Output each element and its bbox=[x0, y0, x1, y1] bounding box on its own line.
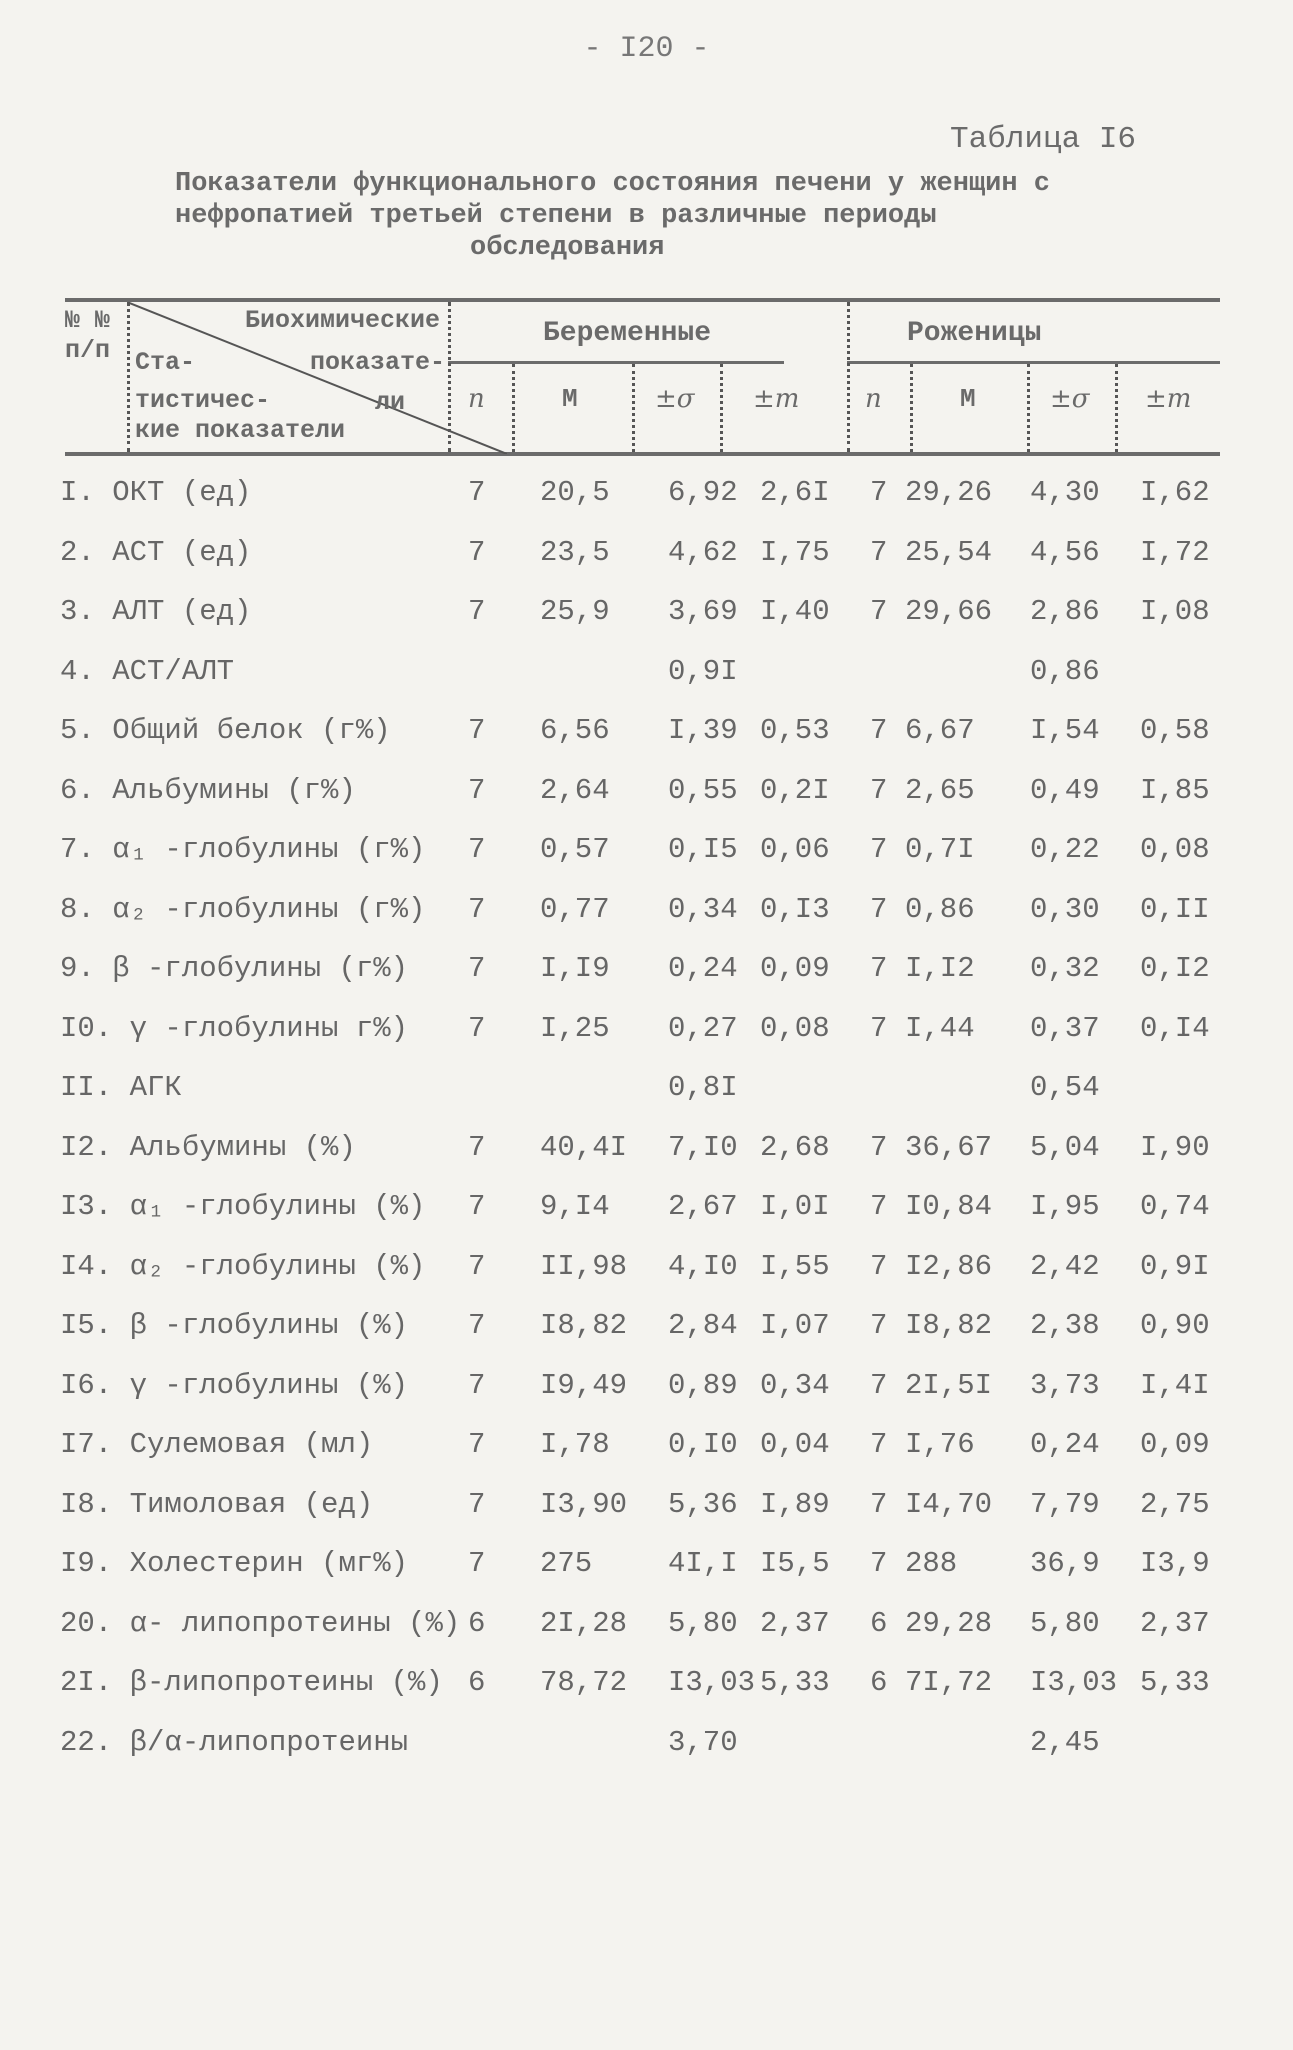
biochem-header: ли bbox=[375, 388, 406, 417]
row-label: 5. Общий белок (г%) bbox=[60, 714, 391, 747]
parturient-mean: 2I,5I bbox=[905, 1368, 993, 1402]
pregnant-n: 7 bbox=[468, 1249, 486, 1283]
pregnant-error: 0,04 bbox=[760, 1428, 830, 1461]
pregnant-error: I,0I bbox=[760, 1190, 830, 1223]
pregnant-mean: 0,57 bbox=[540, 833, 610, 866]
parturient-sigma: 3,73 bbox=[1030, 1368, 1100, 1402]
parturient-mean: 6,67 bbox=[905, 714, 975, 747]
parturient-mean: I8,82 bbox=[905, 1309, 993, 1342]
stat-header: Ста- bbox=[135, 348, 196, 377]
pregnant-sigma: 0,I0 bbox=[668, 1428, 738, 1461]
pregnant-error: 0,06 bbox=[760, 833, 830, 866]
parturient-n: 7 bbox=[870, 1428, 888, 1461]
title-line: нефропатией третьей степени в различные периоды bbox=[175, 201, 937, 231]
pregnant-sigma: I3,03 bbox=[668, 1666, 756, 1699]
table-row bbox=[0, 1361, 1293, 1419]
group-header-parturient: Роженицы bbox=[907, 318, 1042, 349]
table-row bbox=[0, 1004, 1293, 1062]
pregnant-sigma: 5,80 bbox=[668, 1606, 738, 1640]
parturient-error: 2,37 bbox=[1140, 1606, 1210, 1640]
table-row bbox=[0, 825, 1293, 883]
parturient-n: 7 bbox=[870, 1368, 888, 1402]
table-row bbox=[0, 468, 1293, 526]
parturient-error: I,08 bbox=[1140, 595, 1210, 628]
parturient-sigma: 2,86 bbox=[1030, 595, 1100, 628]
row-label: 2. АСТ (ед) bbox=[60, 535, 252, 569]
pregnant-mean: 20,5 bbox=[540, 476, 610, 509]
pregnant-n: 7 bbox=[468, 1130, 486, 1164]
pregnant-error: I,89 bbox=[760, 1487, 830, 1521]
parturient-error: I,85 bbox=[1140, 773, 1210, 807]
pregnant-error: I5,5 bbox=[760, 1547, 830, 1580]
subheader-error: ±m bbox=[1145, 384, 1192, 414]
column-divider bbox=[847, 302, 850, 452]
parturient-sigma: I3,03 bbox=[1030, 1666, 1118, 1699]
parturient-n: 7 bbox=[870, 595, 888, 628]
row-label: 3. АЛТ (ед) bbox=[60, 595, 252, 628]
pregnant-mean: I3,90 bbox=[540, 1487, 628, 1521]
pregnant-mean: 40,4I bbox=[540, 1130, 628, 1164]
table-title bbox=[130, 168, 1180, 264]
parturient-mean: 29,66 bbox=[905, 595, 993, 628]
parturient-mean: 7I,72 bbox=[905, 1666, 993, 1699]
pregnant-sigma: 2,67 bbox=[668, 1190, 738, 1223]
parturient-sigma: 36,9 bbox=[1030, 1547, 1100, 1580]
pregnant-sigma: 3,70 bbox=[668, 1725, 738, 1759]
pregnant-mean: I,I9 bbox=[540, 952, 610, 985]
table-row bbox=[0, 885, 1293, 943]
parturient-error: 2,75 bbox=[1140, 1487, 1210, 1521]
parturient-mean: I2,86 bbox=[905, 1249, 993, 1283]
pregnant-mean: 2I,28 bbox=[540, 1606, 628, 1640]
parturient-sigma: 2,42 bbox=[1030, 1249, 1100, 1283]
parturient-mean: I,44 bbox=[905, 1011, 975, 1045]
pregnant-sigma: 4,62 bbox=[668, 535, 738, 569]
pregnant-n: 7 bbox=[468, 1309, 486, 1342]
pregnant-n: 7 bbox=[468, 1428, 486, 1461]
pregnant-error: I,07 bbox=[760, 1309, 830, 1342]
pregnant-error: 2,37 bbox=[760, 1606, 830, 1640]
parturient-mean: I,I2 bbox=[905, 952, 975, 985]
parturient-sigma: 2,38 bbox=[1030, 1309, 1100, 1342]
parturient-n: 7 bbox=[870, 773, 888, 807]
pregnant-n: 7 bbox=[468, 1368, 486, 1402]
pregnant-mean: 9,I4 bbox=[540, 1190, 610, 1223]
pregnant-sigma: 0,89 bbox=[668, 1368, 738, 1402]
title-line: Показатели функционального состояния печени у женщин с bbox=[175, 169, 1050, 199]
parturient-mean: 36,67 bbox=[905, 1130, 993, 1164]
row-label: I0. γ -глобулины г%) bbox=[60, 1011, 409, 1045]
title-line: обследования bbox=[470, 233, 665, 263]
table-row bbox=[0, 706, 1293, 764]
table-row bbox=[0, 1063, 1293, 1121]
parturient-error: I,62 bbox=[1140, 476, 1210, 509]
column-divider bbox=[910, 364, 913, 452]
pregnant-n: 7 bbox=[468, 833, 486, 866]
subheader-n: n bbox=[468, 384, 485, 414]
pregnant-mean: II,98 bbox=[540, 1249, 628, 1283]
parturient-n: 7 bbox=[870, 476, 888, 509]
pregnant-mean: I9,49 bbox=[540, 1368, 628, 1402]
row-label: 7. α₁ -глобулины (г%) bbox=[60, 833, 426, 866]
parturient-n: 6 bbox=[870, 1606, 888, 1640]
parturient-n: 7 bbox=[870, 1249, 888, 1283]
group2-rule bbox=[847, 361, 1220, 364]
pregnant-sigma: 0,I5 bbox=[668, 833, 738, 866]
parturient-error: I,90 bbox=[1140, 1130, 1210, 1164]
table-row bbox=[0, 1242, 1293, 1300]
row-label: I2. Альбумины (%) bbox=[60, 1130, 356, 1164]
table-row bbox=[0, 1539, 1293, 1597]
table-row bbox=[0, 647, 1293, 705]
pregnant-error: 0,08 bbox=[760, 1011, 830, 1045]
pregnant-n: 7 bbox=[468, 773, 486, 807]
parturient-sigma: 7,79 bbox=[1030, 1487, 1100, 1521]
pregnant-sigma: 0,24 bbox=[668, 952, 738, 985]
parturient-sigma: 0,86 bbox=[1030, 654, 1100, 688]
parturient-error: 0,09 bbox=[1140, 1428, 1210, 1461]
pregnant-mean: 25,9 bbox=[540, 595, 610, 628]
row-label: I. ОКТ (ед) bbox=[60, 476, 252, 509]
parturient-error: I3,9 bbox=[1140, 1547, 1210, 1580]
parturient-error: 0,08 bbox=[1140, 833, 1210, 866]
table-row bbox=[0, 1123, 1293, 1181]
pregnant-mean: 6,56 bbox=[540, 714, 610, 747]
pregnant-n: 7 bbox=[468, 1547, 486, 1580]
parturient-n: 7 bbox=[870, 952, 888, 985]
stat-header: тистичес- bbox=[135, 386, 271, 415]
row-label: I8. Тимоловая (ед) bbox=[60, 1487, 374, 1521]
pregnant-sigma: 0,34 bbox=[668, 892, 738, 926]
table-row bbox=[0, 1599, 1293, 1657]
row-label: I5. β -глобулины (%) bbox=[60, 1309, 409, 1342]
table-row bbox=[0, 587, 1293, 645]
pregnant-sigma: 5,36 bbox=[668, 1487, 738, 1521]
row-label: 2I. β-липопротеины (%) bbox=[60, 1666, 443, 1699]
subheader-sigma: ±σ bbox=[1050, 384, 1090, 414]
pregnant-n: 7 bbox=[468, 952, 486, 985]
parturient-error: 0,I2 bbox=[1140, 952, 1210, 985]
row-label: I4. α₂ -глобулины (%) bbox=[60, 1249, 426, 1283]
pregnant-mean: I,25 bbox=[540, 1011, 610, 1045]
row-label: 20. α- липопротеины (%) bbox=[60, 1606, 461, 1640]
parturient-sigma: 0,54 bbox=[1030, 1071, 1100, 1104]
column-divider bbox=[1115, 364, 1118, 452]
parturient-mean: 288 bbox=[905, 1547, 958, 1580]
parturient-sigma: 5,80 bbox=[1030, 1606, 1100, 1640]
pregnant-sigma: 6,92 bbox=[668, 476, 738, 509]
parturient-error: 5,33 bbox=[1140, 1666, 1210, 1699]
parturient-mean: 0,86 bbox=[905, 892, 975, 926]
subheader-sigma: ±σ bbox=[655, 384, 695, 414]
row-label: II. АГК bbox=[60, 1071, 182, 1104]
parturient-sigma: 0,49 bbox=[1030, 773, 1100, 807]
pregnant-n: 7 bbox=[468, 595, 486, 628]
parturient-mean: I4,70 bbox=[905, 1487, 993, 1521]
parturient-sigma: 5,04 bbox=[1030, 1130, 1100, 1164]
pregnant-sigma: 7,I0 bbox=[668, 1130, 738, 1164]
subheader-n: n bbox=[865, 384, 882, 414]
table-row bbox=[0, 1658, 1293, 1716]
subheader-mean: M bbox=[562, 384, 578, 414]
parturient-mean: 2,65 bbox=[905, 773, 975, 807]
parturient-n: 7 bbox=[870, 1547, 888, 1580]
row-label: 9. β -глобулины (г%) bbox=[60, 952, 409, 985]
table-header bbox=[65, 298, 1220, 460]
pregnant-mean: 275 bbox=[540, 1547, 593, 1580]
parturient-mean: 25,54 bbox=[905, 535, 993, 569]
pregnant-n: 7 bbox=[468, 892, 486, 926]
parturient-error: 0,I4 bbox=[1140, 1011, 1210, 1045]
column-divider bbox=[512, 364, 515, 452]
parturient-error: 0,58 bbox=[1140, 714, 1210, 747]
row-label: I7. Сулемовая (мл) bbox=[60, 1428, 374, 1461]
num-col-header: № № bbox=[65, 306, 111, 335]
table-row bbox=[0, 766, 1293, 824]
row-label: 22. β/α-липопротеины bbox=[60, 1725, 409, 1759]
table-row bbox=[0, 1182, 1293, 1240]
row-label: 4. АСТ/АЛТ bbox=[60, 654, 235, 688]
parturient-n: 7 bbox=[870, 535, 888, 569]
pregnant-error: I,75 bbox=[760, 535, 830, 569]
table-row bbox=[0, 944, 1293, 1002]
pregnant-sigma: 4I,I bbox=[668, 1547, 738, 1580]
parturient-error: 0,9I bbox=[1140, 1249, 1210, 1283]
parturient-mean: 0,7I bbox=[905, 833, 975, 866]
row-label: 8. α₂ -глобулины (г%) bbox=[60, 892, 426, 926]
page-number: - I20 - bbox=[583, 32, 710, 66]
table-row bbox=[0, 1480, 1293, 1538]
parturient-n: 7 bbox=[870, 892, 888, 926]
parturient-error: 0,II bbox=[1140, 892, 1210, 926]
pregnant-mean: 0,77 bbox=[540, 892, 610, 926]
pregnant-mean: 78,72 bbox=[540, 1666, 628, 1699]
pregnant-mean: I,78 bbox=[540, 1428, 610, 1461]
pregnant-sigma: 4,I0 bbox=[668, 1249, 738, 1283]
parturient-sigma: 0,37 bbox=[1030, 1011, 1100, 1045]
parturient-sigma: 0,22 bbox=[1030, 833, 1100, 866]
parturient-sigma: 4,30 bbox=[1030, 476, 1100, 509]
pregnant-sigma: I,39 bbox=[668, 714, 738, 747]
table-row bbox=[0, 528, 1293, 586]
biochem-header: показате- bbox=[310, 348, 446, 377]
pregnant-error: 5,33 bbox=[760, 1666, 830, 1699]
parturient-error: 0,90 bbox=[1140, 1309, 1210, 1342]
column-divider bbox=[1027, 364, 1030, 452]
row-label: I9. Холестерин (мг%) bbox=[60, 1547, 409, 1580]
row-label: 6. Альбумины (г%) bbox=[60, 773, 356, 807]
table-row bbox=[0, 1718, 1293, 1776]
parturient-n: 7 bbox=[870, 1487, 888, 1521]
pregnant-n: 7 bbox=[468, 535, 486, 569]
parturient-n: 6 bbox=[870, 1666, 888, 1699]
pregnant-mean: I8,82 bbox=[540, 1309, 628, 1342]
subheader-mean: M bbox=[960, 384, 976, 414]
group-header-pregnant: Беременные bbox=[543, 318, 712, 349]
parturient-sigma: 0,24 bbox=[1030, 1428, 1100, 1461]
pregnant-n: 7 bbox=[468, 476, 486, 509]
pregnant-mean: 23,5 bbox=[540, 535, 610, 569]
pregnant-n: 7 bbox=[468, 1487, 486, 1521]
pregnant-n: 7 bbox=[468, 1190, 486, 1223]
column-divider bbox=[720, 364, 723, 452]
parturient-error: 0,74 bbox=[1140, 1190, 1210, 1223]
pregnant-error: 0,34 bbox=[760, 1368, 830, 1402]
pregnant-error: I,55 bbox=[760, 1249, 830, 1283]
table-row bbox=[0, 1420, 1293, 1478]
pregnant-error: I,40 bbox=[760, 595, 830, 628]
parturient-sigma: I,54 bbox=[1030, 714, 1100, 747]
pregnant-sigma: 0,55 bbox=[668, 773, 738, 807]
pregnant-mean: 2,64 bbox=[540, 773, 610, 807]
pregnant-sigma: 0,8I bbox=[668, 1071, 738, 1104]
parturient-sigma: I,95 bbox=[1030, 1190, 1100, 1223]
stat-header: кие показатели bbox=[135, 416, 346, 445]
pregnant-n: 6 bbox=[468, 1606, 486, 1640]
parturient-error: I,4I bbox=[1140, 1368, 1210, 1402]
biochem-header: Биохимические bbox=[245, 306, 441, 335]
parturient-n: 7 bbox=[870, 1309, 888, 1342]
parturient-mean: 29,28 bbox=[905, 1606, 993, 1640]
table-row bbox=[0, 1301, 1293, 1359]
pregnant-error: 2,6I bbox=[760, 476, 830, 509]
pregnant-n: 6 bbox=[468, 1666, 486, 1699]
parturient-mean: 29,26 bbox=[905, 476, 993, 509]
pregnant-n: 7 bbox=[468, 1011, 486, 1045]
column-divider bbox=[632, 364, 635, 452]
parturient-sigma: 0,32 bbox=[1030, 952, 1100, 985]
pregnant-error: 0,2I bbox=[760, 773, 830, 807]
parturient-mean: I,76 bbox=[905, 1428, 975, 1461]
parturient-sigma: 0,30 bbox=[1030, 892, 1100, 926]
pregnant-error: 2,68 bbox=[760, 1130, 830, 1164]
pregnant-sigma: 0,9I bbox=[668, 654, 738, 688]
table-label: Таблица I6 bbox=[950, 122, 1137, 157]
row-label: I6. γ -глобулины (%) bbox=[60, 1368, 409, 1402]
pregnant-n: 7 bbox=[468, 714, 486, 747]
parturient-sigma: 2,45 bbox=[1030, 1725, 1100, 1759]
pregnant-error: 0,I3 bbox=[760, 892, 830, 926]
pregnant-error: 0,53 bbox=[760, 714, 830, 747]
parturient-error: I,72 bbox=[1140, 535, 1210, 569]
parturient-n: 7 bbox=[870, 1190, 888, 1223]
pregnant-sigma: 2,84 bbox=[668, 1309, 738, 1342]
row-label: I3. α₁ -глобулины (%) bbox=[60, 1190, 426, 1223]
parturient-n: 7 bbox=[870, 1130, 888, 1164]
parturient-n: 7 bbox=[870, 833, 888, 866]
pregnant-sigma: 3,69 bbox=[668, 595, 738, 628]
pregnant-error: 0,09 bbox=[760, 952, 830, 985]
pregnant-sigma: 0,27 bbox=[668, 1011, 738, 1045]
parturient-sigma: 4,56 bbox=[1030, 535, 1100, 569]
subheader-error: ±m bbox=[753, 384, 800, 414]
parturient-mean: I0,84 bbox=[905, 1190, 993, 1223]
parturient-n: 7 bbox=[870, 714, 888, 747]
parturient-n: 7 bbox=[870, 1011, 888, 1045]
num-col-header: п/п bbox=[65, 336, 111, 365]
